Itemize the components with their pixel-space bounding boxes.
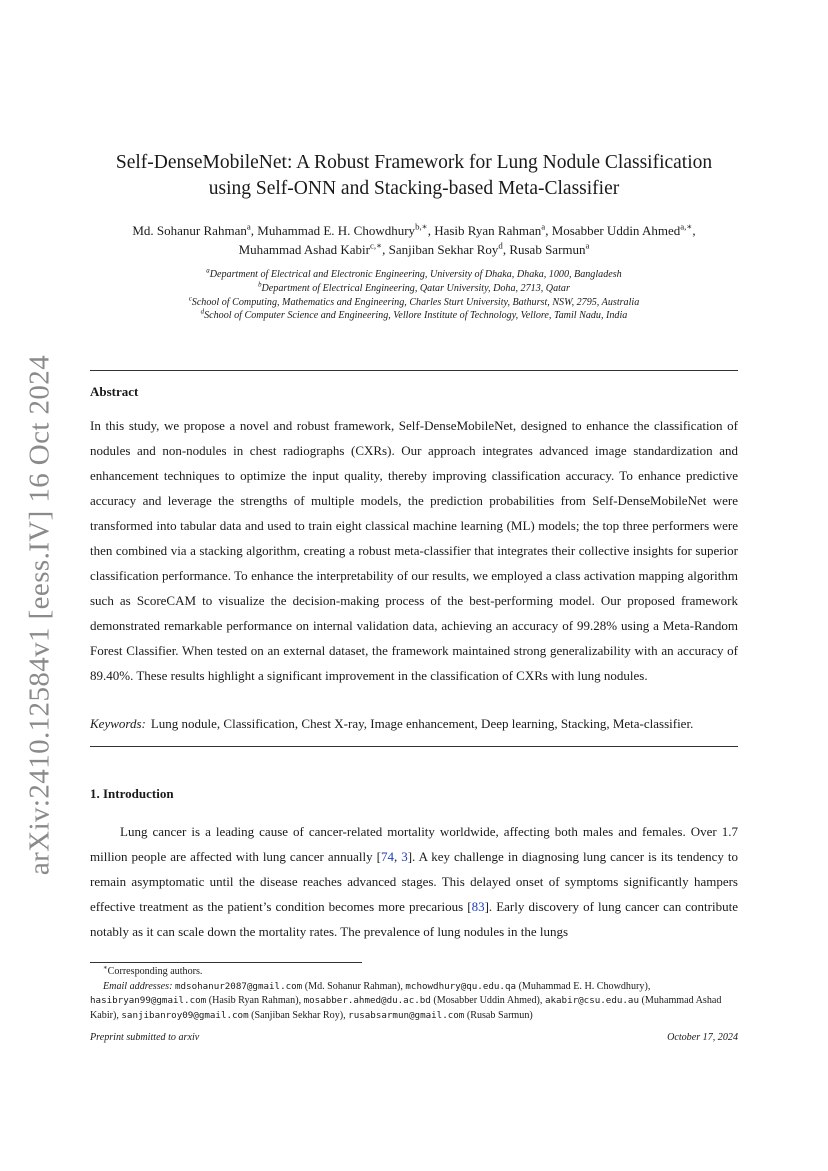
footer-date: October 17, 2024: [667, 1032, 738, 1043]
abstract-bottom-rule: [90, 746, 738, 747]
email-separator: ,: [116, 1009, 122, 1021]
author-name: Sanjiban Sekhar Roy: [388, 242, 499, 257]
affiliation-mark: a: [206, 267, 210, 275]
affiliation: [90, 268, 738, 282]
author-separator: ,: [427, 223, 435, 238]
author-name: Rusab Sarmun: [509, 242, 586, 257]
abstract-top-rule: [90, 370, 738, 371]
citation-link-74[interactable]: 74: [380, 849, 394, 864]
email-owner: (Muhammad E. H. Chowdhury): [518, 980, 648, 992]
keywords-label: Keywords:: [90, 716, 146, 731]
abstract-body: In this study, we propose a novel and robust framework, Self-DenseMobileNet, designed to enhance the classification of nodules and non-nodules in chest radiographs (CXRs). Our approach integrates advanced image standardization and enhancement techniques to optimize the input quality, thereby improving classification accuracy. To enhance predictive accuracy and leverage the strengths of multiple models, the prediction probabilities from Self-DenseMobileNet were transformed into tabular data and used to train eight classical machine learning (ML) models; the top three performers were then combined via a stacking algorithm, creating a robust meta-classifier that integrates their collective insights for superior classification performance. To enhance the interpretability of our results, we employed a class activation mapping algorithm such as ScoreCAM to visualize the decision-making process of the best-performing model. Our proposed framework demonstrated remarkable performance on internal validation data, achieving an accuracy of 99.28% using a Meta-Random Forest Classifier. When tested on an external dataset, the framework maintained strong generalizability with an accuracy of 89.40%. These results highlight a significant improvement in the classification of CXRs with lung nodules.: [90, 418, 738, 683]
affiliation-text: School of Computing, Mathematics and Engineering, Charles Sturt University, Bathurst, NSW, 2795, Australia: [191, 296, 640, 308]
author-affiliation-mark: a: [541, 221, 546, 232]
affiliation-list: [90, 268, 738, 323]
author-separator: ,: [692, 223, 696, 238]
affiliation-text: Department of Electrical and Electronic Engineering, University of Dhaka, Dhaka, 1000, Bangladesh: [209, 269, 622, 280]
email-owner: (Hasib Ryan Rahman): [208, 995, 299, 1007]
author-separator: ,: [502, 242, 510, 257]
author-name: Md. Sohanur Rahman: [132, 223, 247, 238]
email-address[interactable]: hasibryan99@gmail.com: [90, 995, 207, 1007]
author-list: [90, 221, 738, 259]
paper-title-line-1: Self-DenseMobileNet: A Robust Framework for Lung Nodule Classification: [115, 152, 713, 173]
citation-link-3[interactable]: 3: [401, 849, 408, 864]
footnotes: [90, 965, 738, 1023]
email-separator: ,: [298, 995, 304, 1007]
intro-text-3: ]. A key challenge in diagnosing lung cancer is its tendency to remain asymptomatic until the disease reaches advanced stages. This delayed onset of symptoms significantly hampers effective treatment as the patient’s condition becomes more precarious [: [90, 849, 739, 914]
author: [257, 223, 434, 238]
footnote-rule: [90, 962, 362, 963]
email-separator: ,: [539, 995, 545, 1007]
footnote-emails: [90, 980, 738, 1024]
email-address[interactable]: rusabsarmun@gmail.com: [348, 1009, 465, 1021]
keywords-line: [90, 714, 738, 734]
email-address[interactable]: mosabber.ahmed@du.ac.bd: [303, 995, 431, 1007]
introduction-paragraph: [90, 819, 738, 944]
affiliation-mark: d: [200, 309, 205, 317]
paper-title: [90, 150, 738, 202]
intro-text-4: ]. Early discovery of lung cancer can contribute notably as it can scale down the mortality rates. The prevalence of lung nodules in the lungs: [90, 899, 738, 939]
author-affiliation-mark: b,∗: [415, 221, 428, 232]
author-name: Mosabber Uddin Ahmed: [551, 223, 681, 238]
email-owner: (Sanjiban Sekhar Roy): [251, 1009, 344, 1021]
affiliation: [90, 282, 738, 296]
intro-text-1: Lung cancer is a leading cause of cancer-related mortality worldwide, affecting both males and females. Over 1.7 million people are affected with lung cancer annually [: [90, 824, 738, 864]
intro-text-2: ,: [393, 849, 402, 864]
author-separator: ,: [382, 242, 389, 257]
email-owner: (Muhammad Ashad Kabir): [90, 995, 722, 1021]
author: [434, 223, 552, 238]
author-name: Muhammad E. H. Chowdhury: [257, 223, 416, 238]
affiliation-mark: c: [188, 295, 192, 303]
email-address[interactable]: akabir@csu.edu.au: [544, 995, 639, 1007]
affiliation-text: School of Computer Science and Engineering, Vellore Institute of Technology, Vellore, Tamil Nadu, India: [204, 310, 628, 322]
corresponding-text: Corresponding authors.: [107, 966, 203, 977]
affiliation-mark: b: [258, 281, 262, 289]
affiliation: [90, 309, 738, 323]
author-affiliation-mark: a: [585, 240, 590, 251]
corresponding-mark: ∗: [103, 964, 108, 972]
author-affiliation-mark: a,∗: [680, 221, 693, 232]
arxiv-sidebar-stamp: [12, 354, 68, 876]
author: [239, 242, 389, 257]
arxiv-identifier: arXiv:2410.12584v1 [eess.IV] 16 Oct 2024: [23, 354, 56, 876]
author-separator: ,: [250, 223, 258, 238]
email-separator: ,: [647, 980, 651, 992]
author-affiliation-mark: a: [246, 221, 251, 232]
author: [509, 242, 589, 257]
email-owner: (Mosabber Uddin Ahmed): [433, 995, 540, 1007]
email-address[interactable]: mdsohanur2087@gmail.com: [174, 980, 303, 992]
footer-preprint-note: Preprint submitted to arxiv: [90, 1032, 200, 1043]
affiliation: [90, 296, 738, 310]
author: [389, 242, 510, 257]
affiliation-text: Department of Electrical Engineering, Qatar University, Doha, 2713, Qatar: [261, 282, 570, 294]
author: [552, 223, 696, 238]
abstract-heading: Abstract: [90, 384, 139, 399]
author-name: Hasib Ryan Rahman: [434, 223, 542, 238]
author-affiliation-mark: c,∗: [369, 240, 383, 251]
introduction-body: [90, 819, 738, 944]
email-owner: (Md. Sohanur Rahman): [304, 980, 401, 992]
paper-title-line-2: using Self-ONN and Stacking-based Meta-Classifier: [208, 178, 620, 199]
introduction-heading: 1. Introduction: [90, 786, 174, 801]
email-address[interactable]: sanjibanroy09@gmail.com: [121, 1009, 249, 1021]
author-separator: ,: [545, 223, 552, 238]
email-address[interactable]: mchowdhury@qu.edu.qa: [405, 980, 517, 992]
author: [132, 223, 257, 238]
email-separator: ,: [400, 980, 406, 992]
author-name: Muhammad Ashad Kabir: [238, 242, 370, 257]
footnote-corresponding: [90, 965, 738, 980]
citation-link-83[interactable]: 83: [471, 899, 485, 914]
keywords-text: Lung nodule, Classification, Chest X-ray, Image enhancement, Deep learning, Stacking, Meta-classifier.: [150, 716, 694, 731]
email-separator: ,: [343, 1009, 349, 1021]
author-affiliation-mark: d: [498, 240, 503, 251]
email-label: Email addresses:: [103, 980, 173, 992]
email-owner: (Rusab Sarmun): [466, 1009, 533, 1021]
